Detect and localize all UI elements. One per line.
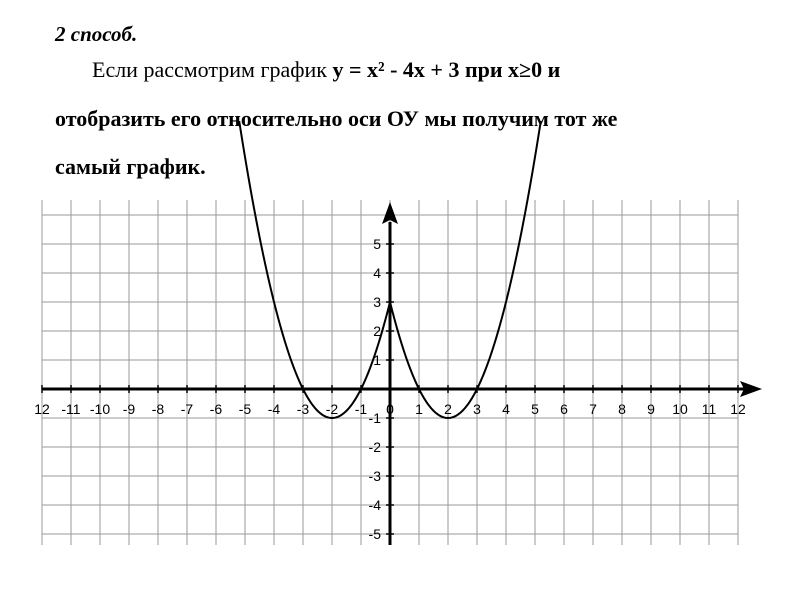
x-tick-label: -1 (354, 401, 368, 417)
x-tick-label: 9 (647, 401, 655, 417)
x-tick-label: 1 (415, 401, 423, 417)
y-tick-label: -3 (368, 468, 381, 484)
x-tick-label: -4 (267, 401, 281, 417)
x-tick-label: -11 (61, 401, 81, 417)
text-line-2: отобразить его относительно оси ОУ мы получим тот же (55, 106, 618, 131)
y-tick-label: 3 (373, 294, 381, 310)
x-tick-label: -3 (296, 401, 310, 417)
x-tick-label: -2 (325, 401, 339, 417)
x-tick-label: 11 (701, 401, 717, 417)
y-tick-label: -2 (368, 439, 381, 455)
x-tick-label: 12 (34, 401, 50, 417)
x-tick-label: 6 (560, 401, 568, 417)
x-tick-label: -7 (180, 401, 194, 417)
y-tick-label: 5 (373, 236, 381, 252)
x-tick-label: 7 (589, 401, 597, 417)
x-tick-label: -8 (151, 401, 165, 417)
x-tick-label: 8 (618, 401, 626, 417)
y-tick-label: -4 (368, 497, 381, 513)
text-line-1-plain: Если рассмотрим график (92, 57, 327, 82)
formula-text: y = x² - 4x + 3 при x≥0 и (332, 57, 561, 82)
y-tick-label: 4 (373, 265, 381, 281)
y-tick-label: 2 (373, 323, 381, 339)
x-tick-label: -9 (122, 401, 136, 417)
x-tick-label: 2 (444, 401, 452, 417)
y-tick-label: 1 (373, 352, 381, 368)
section-heading: 2 способ. (55, 22, 138, 46)
text-line-3: самый график. (55, 154, 206, 179)
x-tick-label: 12 (730, 401, 746, 417)
x-tick-label: 4 (502, 401, 510, 417)
y-tick-label: -5 (368, 526, 381, 542)
x-tick-label: 0 (386, 401, 394, 417)
x-tick-label: 3 (473, 401, 481, 417)
x-tick-label: -5 (238, 401, 252, 417)
x-tick-label: -10 (89, 401, 111, 417)
x-tick-label: -6 (209, 401, 223, 417)
x-tick-label: 5 (531, 401, 539, 417)
x-tick-label: 10 (672, 401, 688, 417)
y-tick-label: -1 (368, 410, 381, 426)
